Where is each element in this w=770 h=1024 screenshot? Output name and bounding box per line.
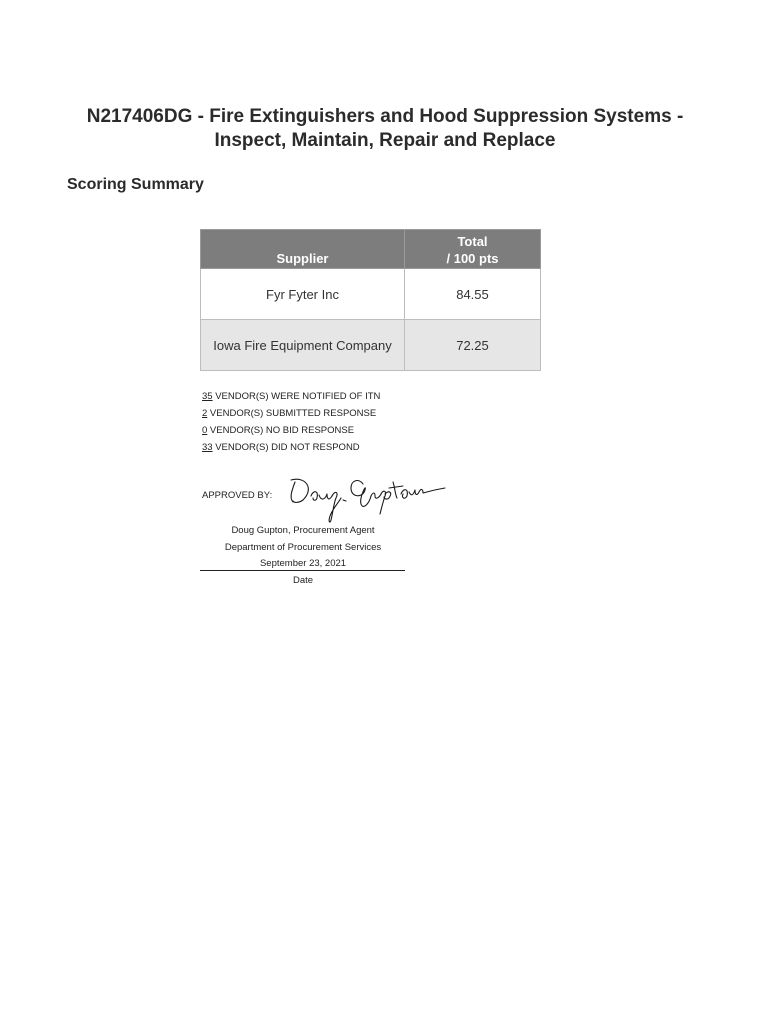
vendor-summary-text: VENDOR(S) NO BID RESPONSE [207,425,355,436]
vendor-summary-line [202,439,380,456]
table-row [201,320,541,371]
approver-name-title: Doug Gupton, Procurement Agent [231,525,375,536]
vendor-summary-text: VENDOR(S) SUBMITTED RESPONSE [207,408,377,419]
date-divider-line [200,570,405,571]
approver-info [202,523,404,573]
vendor-count: 33 [202,442,213,453]
table-header-row [201,230,541,269]
vendor-summary-line [202,405,380,422]
total-cell: 72.25 [405,320,541,371]
supplier-cell: Iowa Fire Equipment Company [201,320,405,371]
total-header-line-1: Total [457,234,488,249]
date-label: Date [292,575,314,586]
column-header-supplier: Supplier [201,230,405,269]
supplier-cell: Fyr Fyter Inc [201,269,405,320]
scoring-table [200,229,541,371]
title-line-1: N217406DG - Fire Extinguishers and Hood Suppression Systems - [86,106,684,127]
vendor-summary [202,388,380,456]
handwritten-signature [283,468,448,526]
vendor-count: 35 [202,391,213,402]
document-title [40,105,730,153]
vendor-summary-line [202,388,380,405]
approval-date: September 23, 2021 [259,558,347,569]
section-heading: Scoring Summary [67,176,204,193]
vendor-count: 2 [202,408,208,419]
approver-department: Department of Procurement Services [224,541,382,553]
vendor-summary-text: VENDOR(S) WERE NOTIFIED OF ITN [212,391,381,402]
total-header-line-2: / 100 pts [446,251,499,266]
vendor-summary-text: VENDOR(S) DID NOT RESPOND [212,442,360,453]
total-cell: 84.55 [405,269,541,320]
column-header-total [405,230,541,269]
approved-by-label: APPROVED BY: [202,490,273,501]
title-line-2: Inspect, Maintain, Repair and Replace [214,130,556,151]
vendor-summary-line [202,422,380,439]
table-row [201,269,541,320]
vendor-count: 0 [202,425,208,436]
